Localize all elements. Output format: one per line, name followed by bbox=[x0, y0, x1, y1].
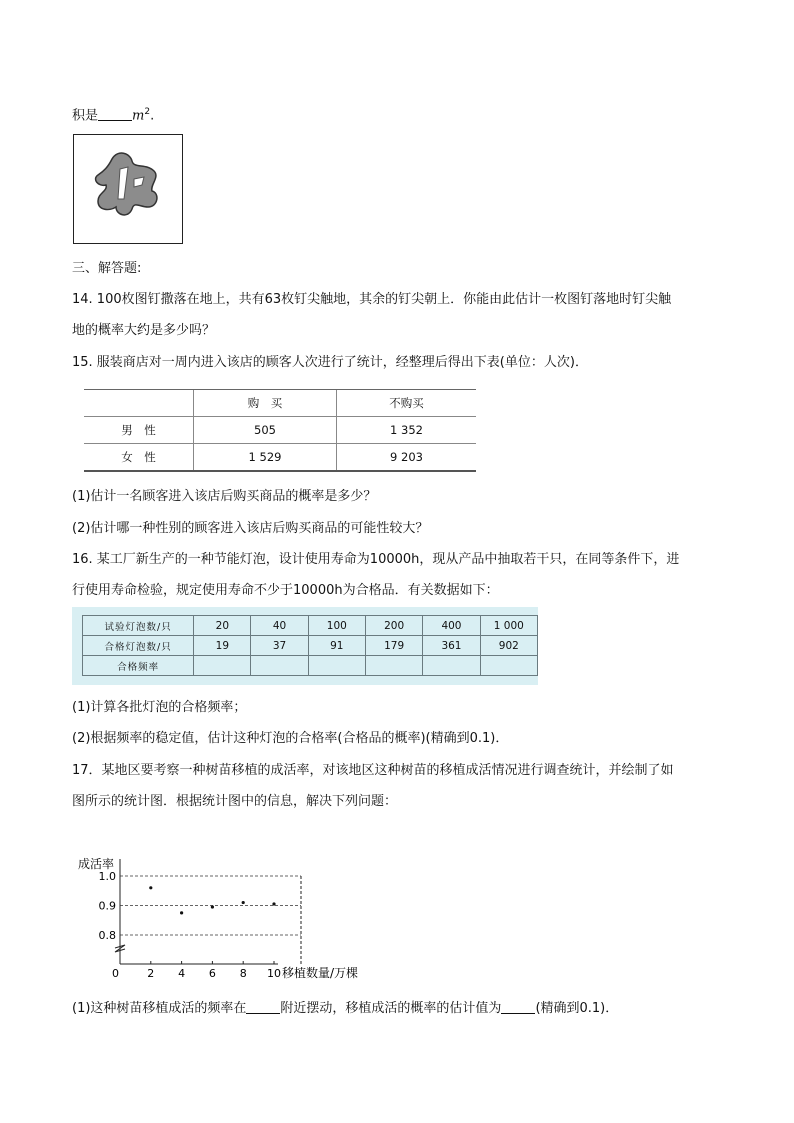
q16-line1: 16. 某工厂新生产的一种节能灯泡，设计使用寿命为10000h，现从产品中抽取若干只，在同等条件下，进 bbox=[72, 552, 680, 567]
y-tick-label: 0.8 bbox=[98, 929, 116, 942]
section-title: 三、解答题: bbox=[72, 261, 142, 276]
table-cell[interactable] bbox=[251, 656, 308, 676]
table-cell[interactable] bbox=[365, 656, 422, 676]
answer-blank[interactable] bbox=[246, 999, 280, 1014]
table-cell: 505 bbox=[194, 417, 337, 444]
row-label: 试验灯泡数/只 bbox=[83, 616, 194, 636]
row-label: 女 性 bbox=[84, 444, 194, 472]
unit: m bbox=[132, 108, 145, 124]
table-cell: 19 bbox=[194, 636, 251, 656]
data-point bbox=[242, 901, 245, 904]
table-cell[interactable] bbox=[308, 656, 365, 676]
table-cell: 1 000 bbox=[480, 616, 537, 636]
table-row bbox=[83, 616, 538, 636]
table-row bbox=[84, 444, 476, 472]
q17-sub1-part2: 附近摆动，移植成活的概率的估计值为 bbox=[280, 1001, 502, 1016]
x-tick-label: 4 bbox=[178, 967, 186, 980]
x-tick-label: 6 bbox=[208, 967, 216, 980]
table-cell: 361 bbox=[423, 636, 480, 656]
q16-line2: 行使用寿命检验，规定使用寿命不少于10000h为合格品．有关数据如下： bbox=[72, 583, 499, 598]
y-axis-title: 成活率 bbox=[78, 857, 115, 871]
q17-sub1-line bbox=[72, 999, 618, 1018]
table-cell: 100 bbox=[308, 616, 365, 636]
header-cell: 不购买 bbox=[337, 390, 477, 417]
table-cell: 400 bbox=[423, 616, 480, 636]
table-cell[interactable] bbox=[423, 656, 480, 676]
data-point bbox=[180, 911, 183, 914]
table-cell: 1 529 bbox=[194, 444, 337, 472]
q14-line1: 14. 100枚图钉撒落在地上，共有63枚钉尖触地，其余的钉尖朝上．你能由此估计一枚图钉落地时钉尖触 bbox=[72, 292, 672, 307]
table-cell: 9 203 bbox=[337, 444, 477, 472]
table-cell: 902 bbox=[480, 636, 537, 656]
q17-line1: 17．某地区要考察一种树苗移植的成活率，对该地区这种树苗的移植成活情况进行调查统计，并绘制了如 bbox=[72, 763, 674, 778]
row-label: 合格频率 bbox=[83, 656, 194, 676]
answer-blank[interactable] bbox=[98, 106, 132, 121]
q15-line1: 15. 服装商店对一周内进入该店的顾客人次进行了统计，经整理后得出下表(单位：人次)． bbox=[72, 355, 588, 370]
period: . bbox=[150, 108, 155, 124]
q15-table bbox=[84, 389, 476, 472]
irregular-shape-figure bbox=[73, 134, 183, 244]
q13-tail-line bbox=[72, 103, 154, 125]
header-cell: 购 买 bbox=[194, 390, 337, 417]
y-tick-label: 0.9 bbox=[98, 899, 116, 913]
q15-sub1: (1)估计一名顾客进入该店后购买商品的概率是多少？ bbox=[72, 489, 377, 504]
x-tick-label: 2 bbox=[147, 967, 155, 980]
header-cell bbox=[84, 390, 194, 417]
answer-blank[interactable] bbox=[501, 999, 535, 1014]
axis-break-mark bbox=[115, 945, 125, 952]
table-cell[interactable] bbox=[194, 656, 251, 676]
table-row bbox=[84, 417, 476, 444]
data-point bbox=[211, 905, 214, 908]
data-point bbox=[272, 902, 275, 905]
table-cell: 1 352 bbox=[337, 417, 477, 444]
q16-sub1: (1)计算各批灯泡的合格频率； bbox=[72, 700, 247, 715]
unit-exponent: 2 bbox=[144, 107, 151, 117]
table-cell: 179 bbox=[365, 636, 422, 656]
y-tick-label: 1.0 bbox=[98, 870, 116, 883]
data-point bbox=[149, 886, 152, 889]
x-tick-label: 10 bbox=[267, 967, 281, 980]
row-label: 男 性 bbox=[84, 417, 194, 444]
table-cell: 91 bbox=[308, 636, 365, 656]
q14-line2: 地的概率大约是多少吗？ bbox=[72, 323, 216, 338]
irregular-shape-image bbox=[74, 135, 182, 243]
row-label: 合格灯泡数/只 bbox=[83, 636, 194, 656]
q17-line2: 图所示的统计图．根据统计图中的信息，解决下列问题： bbox=[72, 794, 398, 809]
q16-sub2: (2)根据频率的稳定值，估计这种灯泡的合格率(合格品的概率)(精确到0.1)． bbox=[72, 731, 509, 746]
table-cell[interactable] bbox=[480, 656, 537, 676]
survival-rate-chart bbox=[72, 852, 392, 982]
origin-label: 0 bbox=[112, 967, 119, 980]
table-cell: 40 bbox=[251, 616, 308, 636]
q17-sub1-part1: (1)这种树苗移植成活的频率在 bbox=[72, 1001, 247, 1016]
table-cell: 37 bbox=[251, 636, 308, 656]
table-row bbox=[83, 636, 538, 656]
x-tick-label: 8 bbox=[239, 967, 247, 980]
q16-table bbox=[82, 615, 538, 676]
q13-tail-text: 积是 bbox=[72, 108, 99, 124]
table-header-row bbox=[84, 390, 476, 417]
q15-sub2: (2)估计哪一种性别的顾客进入该店后购买商品的可能性较大？ bbox=[72, 521, 429, 536]
q17-sub1-part3: (精确到0.1)． bbox=[535, 1001, 619, 1016]
table-cell: 200 bbox=[365, 616, 422, 636]
table-cell: 20 bbox=[194, 616, 251, 636]
q16-table-image bbox=[72, 607, 538, 685]
x-axis-title: 移植数量/万棵 bbox=[282, 966, 359, 980]
chart-frame bbox=[78, 856, 358, 980]
table-row bbox=[83, 656, 538, 676]
